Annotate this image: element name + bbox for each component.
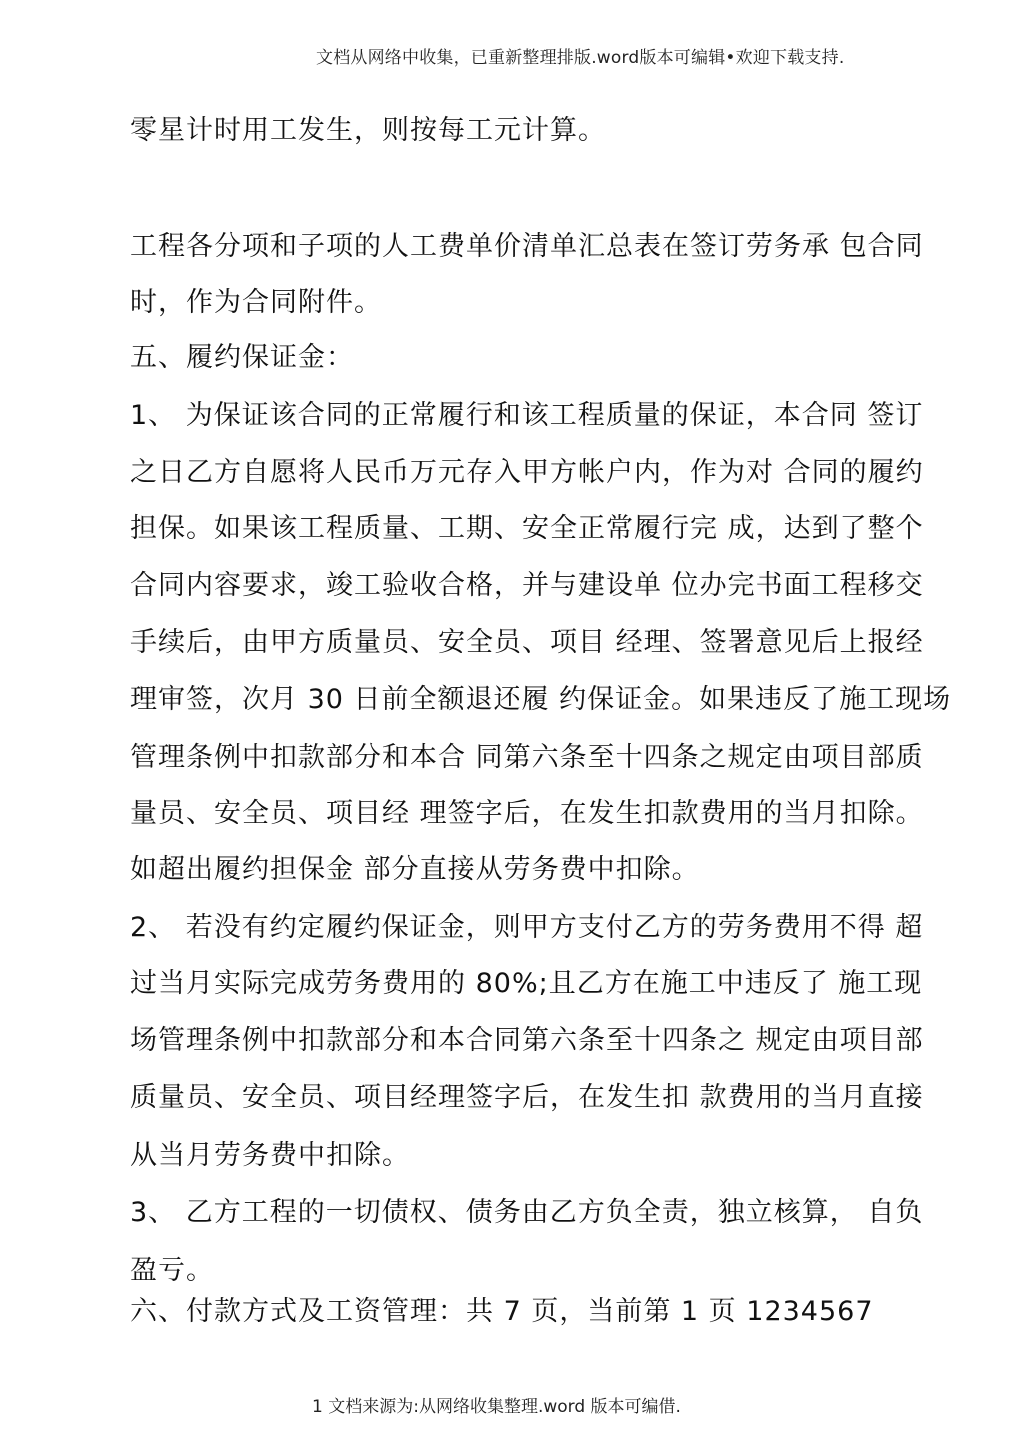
body-line: 量员、安全员、项目经 理签字后，在发生扣款费用的当月扣除。 [130, 798, 924, 829]
body-line: 从当月劳务费中扣除。 [130, 1140, 410, 1171]
body-line: 1、 为保证该合同的正常履行和该工程质量的保证，本合同 签订 [130, 400, 924, 431]
body-line: 零星计时用工发生，则按每工元计算。 [130, 115, 606, 146]
body-line: 合同内容要求，竣工验收合格，并与建设单 位办完书面工程移交 [130, 570, 924, 601]
body-line: 理审签，次月 30 日前全额退还履 约保证金。如果违反了施工现场 [130, 684, 952, 715]
body-line: 工程各分项和子项的人工费单价清单汇总表在签订劳务承 包合同 [130, 231, 924, 262]
body-line: 质量员、安全员、项目经理签字后，在发生扣 款费用的当月直接 [130, 1082, 924, 1113]
body-line: 盈亏。 [130, 1255, 214, 1286]
section-heading: 五、履约保证金： [130, 342, 354, 373]
body-line: 时，作为合同附件。 [130, 287, 382, 318]
body-line: 过当月实际完成劳务费用的 80%;且乙方在施工中违反了 施工现 [130, 968, 923, 999]
body-line: 2、 若没有约定履约保证金，则甲方支付乙方的劳务费用不得 超 [130, 912, 924, 943]
body-line: 场管理条例中扣款部分和本合同第六条至十四条之 规定由项目部 [130, 1025, 924, 1056]
body-line: 之日乙方自愿将人民币万元存入甲方帐户内，作为对 合同的履约 [130, 457, 924, 488]
body-line: 手续后，由甲方质量员、安全员、项目 经理、签署意见后上报经 [130, 627, 924, 658]
body-line: 担保。如果该工程质量、工期、安全正常履行完 成，达到了整个 [130, 513, 924, 544]
body-line: 如超出履约担保金 部分直接从劳务费中扣除。 [130, 854, 700, 885]
page-header: 文档从网络中收集，已重新整理排版.word版本可编辑•欢迎下载支持. [316, 48, 845, 68]
section-heading: 六、付款方式及工资管理：共 7 页，当前第 1 页 1234567 [130, 1296, 874, 1327]
page-footer: 1 文档来源为:从网络收集整理.word 版本可编借. [312, 1397, 681, 1417]
body-line: 管理条例中扣款部分和本合 同第六条至十四条之规定由项目部质 [130, 742, 924, 773]
body-line: 3、 乙方工程的一切债权、债务由乙方负全责，独立核算， 自负 [130, 1197, 924, 1228]
